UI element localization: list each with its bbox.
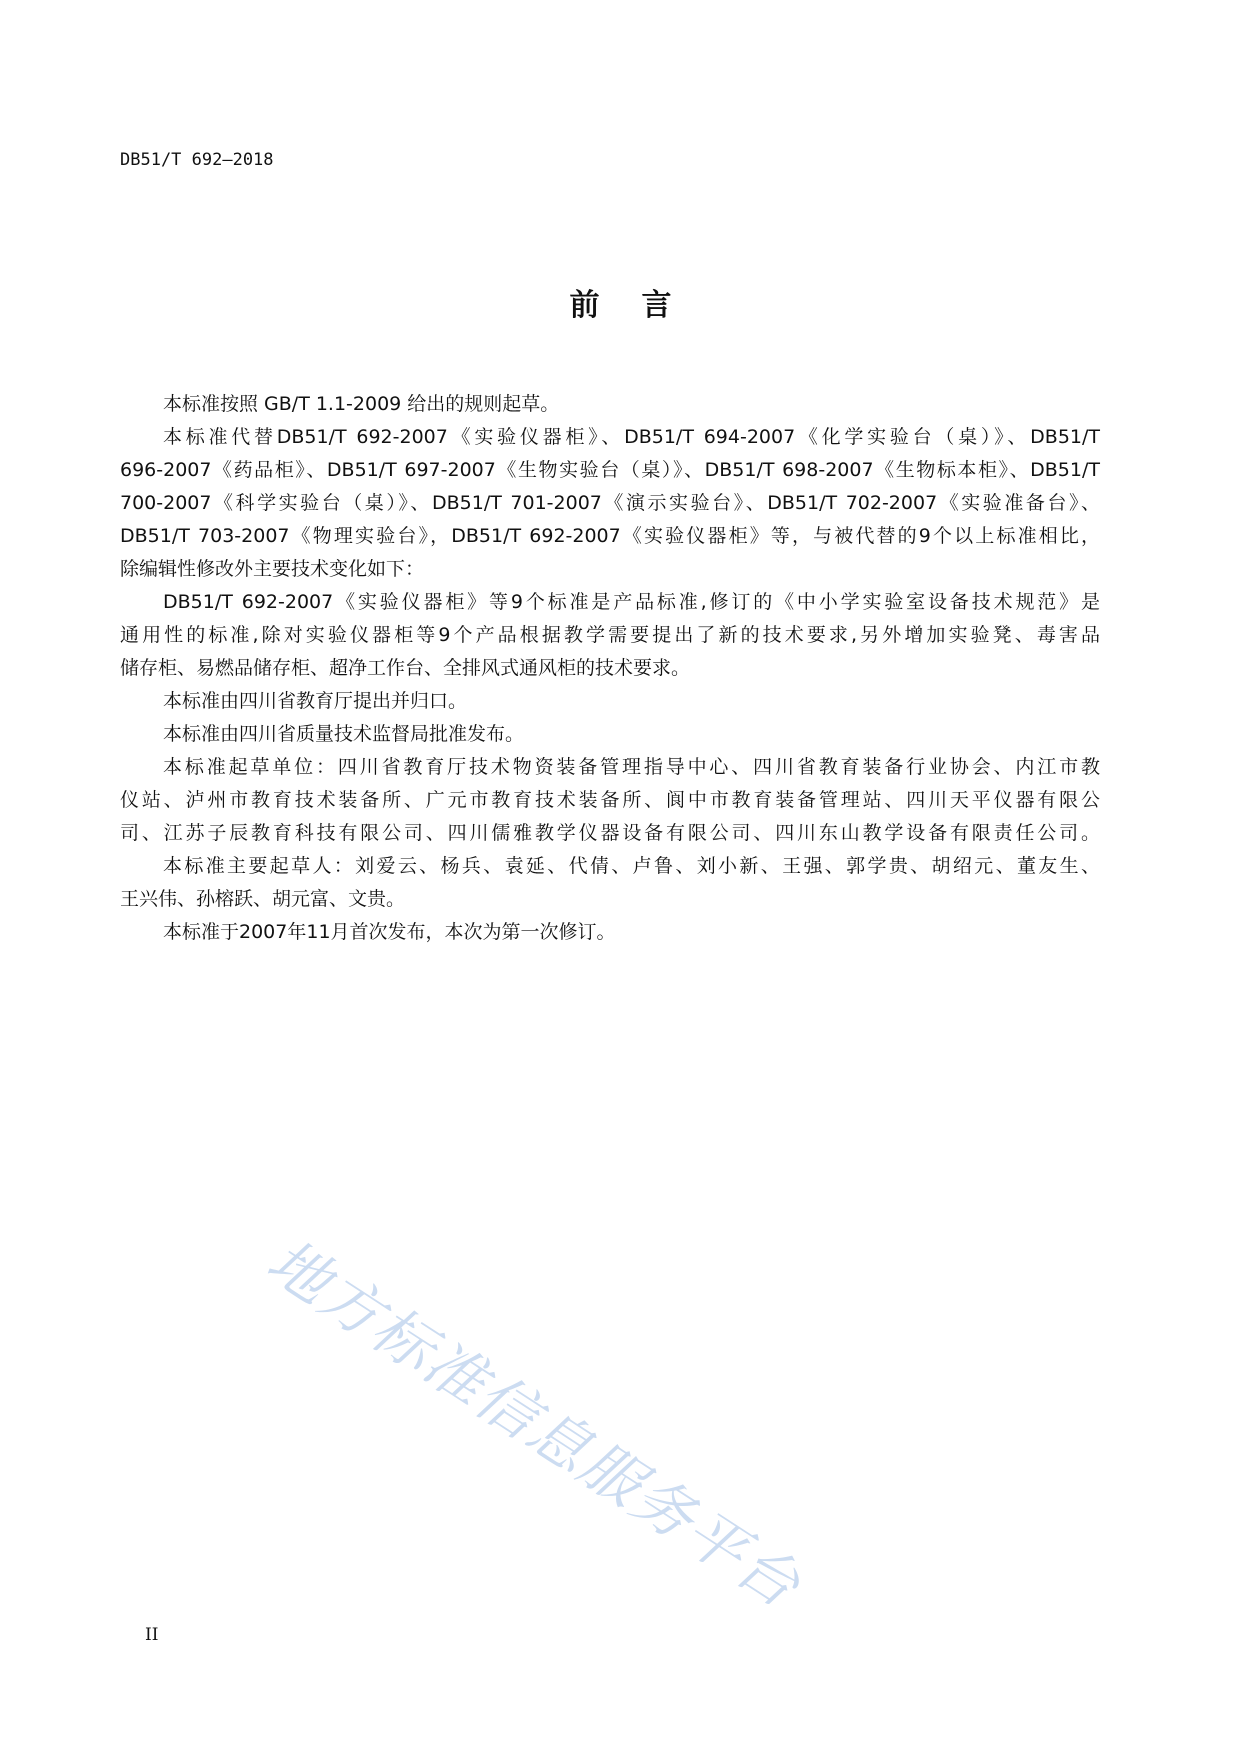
paragraph-line: 王兴伟、孙榕跃、胡元富、文贵。 xyxy=(120,888,406,910)
paragraph-line: 本标准由四川省教育厅提出并归口。 xyxy=(163,690,468,712)
paragraph-line: 本标准由四川省质量技术监督局批准发布。 xyxy=(163,723,525,745)
paragraph-line: DB51/T 703-2007《物理实验台》，DB51/T 692-2007《实验仪器柜》等，与被代替的9个以上标准相比， xyxy=(120,525,1100,547)
foreword-body xyxy=(120,388,1100,949)
paragraph-line: 通用性的标准,除对实验仪器柜等9个产品根据教学需要提出了新的技术要求,另外增加实验凳、毒害品 xyxy=(120,624,1100,646)
paragraph-line: 本标准代替DB51/T 692-2007《实验仪器柜》、DB51/T 694-2007《化学实验台（桌）》、DB51/T xyxy=(163,426,1100,448)
paragraph-line: 本标准于2007年11月首次发布，本次为第一次修订。 xyxy=(163,921,616,943)
paragraph-line: 除编辑性修改外主要技术变化如下： xyxy=(120,558,425,580)
paragraph-line: 696-2007《药品柜》、DB51/T 697-2007《生物实验台（桌）》、DB51/T 698-2007《生物标本柜》、DB51/T xyxy=(120,459,1100,481)
watermark: 地方标准信息服务平台 xyxy=(254,1225,813,1623)
paragraph-line: 储存柜、易燃品储存柜、超净工作台、全排风式通风柜的技术要求。 xyxy=(120,657,691,679)
document-number-header: DB51/T 692—2018 xyxy=(120,150,274,170)
paragraph-line: 700-2007《科学实验台（桌）》、DB51/T 701-2007《演示实验台》、DB51/T 702-2007《实验准备台》、 xyxy=(120,492,1100,514)
paragraph-line: 本标准主要起草人：刘爱云、杨兵、袁延、代倩、卢鲁、刘小新、王强、郭学贵、胡绍元、董友生、 xyxy=(163,855,1100,877)
page-title: 前言 xyxy=(569,288,714,323)
paragraph-line: 本标准按照 GB/T 1.1-2009 给出的规则起草。 xyxy=(163,393,560,415)
page-number: II xyxy=(145,1625,159,1645)
paragraph-line: DB51/T 692-2007《实验仪器柜》等9个标准是产品标准,修订的《中小学实验室设备技术规范》是 xyxy=(163,591,1100,613)
paragraph-line: 本标准起草单位：四川省教育厅技术物资装备管理指导中心、四川省教育装备行业协会、内江市教 xyxy=(163,756,1100,778)
paragraph-line: 司、江苏子辰教育科技有限公司、四川儒雅教学仪器设备有限公司、四川东山教学设备有限责任公司。 xyxy=(120,822,1100,844)
paragraph-line: 仪站、泸州市教育技术装备所、广元市教育技术装备所、阆中市教育装备管理站、四川天平仪器有限公 xyxy=(120,789,1100,811)
